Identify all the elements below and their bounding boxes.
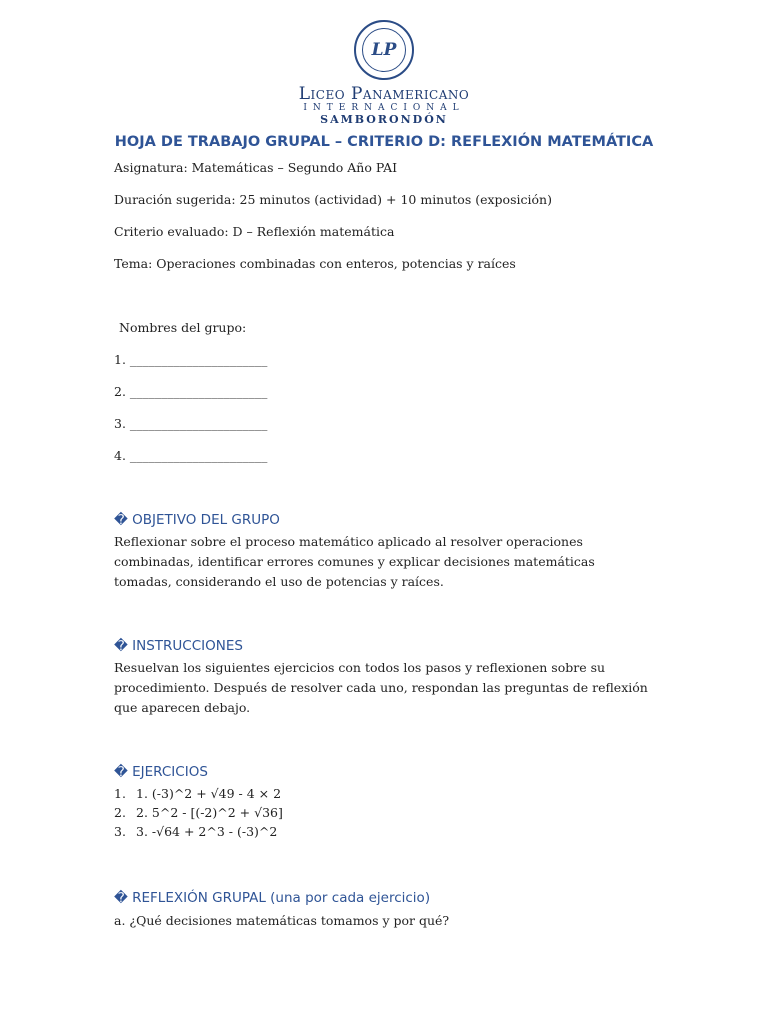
reflection-heading: � REFLEXIÓN GRUPAL (una por cada ejercicio) <box>114 890 431 906</box>
seal-monogram: LP <box>362 28 406 72</box>
objective-heading: � OBJETIVO DEL GRUPO <box>114 512 280 528</box>
exercise-text: 1. (-3)^2 + √49 - 4 × 2 <box>136 786 282 801</box>
criterion-line: Criterio evaluado: D – Reflexión matemática <box>114 224 395 239</box>
duration-line: Duración sugerida: 25 minutos (actividad) + 10 minutos (exposición) <box>114 192 552 207</box>
subject-line: Asignatura: Matemáticas – Segundo Año PAI <box>114 160 398 175</box>
exercise-text: 3. -√64 + 2^3 - (-3)^2 <box>136 824 278 839</box>
group-name-line-3[interactable]: 3. ______________________ <box>114 416 268 431</box>
seal-emblem <box>354 20 414 80</box>
reflection-question-a: a. ¿Qué decisiones matemáticas tomamos y por qué? <box>114 913 450 928</box>
instructions-heading: � INSTRUCCIONES <box>114 638 243 654</box>
group-name-line-4[interactable]: 4. ______________________ <box>114 448 268 463</box>
group-name-line-1[interactable]: 1. ______________________ <box>114 352 268 367</box>
exercise-number: 2. <box>114 805 126 820</box>
school-logo <box>0 20 768 126</box>
instructions-text: Resuelvan los siguientes ejercicios con todos los pasos y reflexionen sobre su procedimiento. Después de resolver cada uno, respondan las preguntas de reflexión que aparecen debajo. <box>114 660 648 715</box>
exercise-number: 3. <box>114 824 126 839</box>
school-subtitle: INTERNACIONAL <box>303 103 465 113</box>
exercise-text: 2. 5^2 - [(-2)^2 + √36] <box>136 805 283 820</box>
exercise-item-1 <box>114 786 281 801</box>
exercises-heading: � EJERCICIOS <box>114 764 208 780</box>
exercise-number: 1. <box>114 786 126 801</box>
group-name-line-2[interactable]: 2. ______________________ <box>114 384 268 399</box>
school-name: Liceo Panamericano <box>298 84 470 104</box>
topic-line: Tema: Operaciones combinadas con enteros, potencias y raíces <box>114 256 516 271</box>
objective-text: Reflexionar sobre el proceso matemático aplicado al resolver operaciones combinadas, identificar errores comunes y explicar decisiones matemáticas tomadas, considerando el uso de potencias y raíces. <box>114 534 595 589</box>
exercise-item-2 <box>114 805 283 820</box>
group-label: Nombres del grupo: <box>119 320 247 335</box>
school-city: SAMBORONDÓN <box>320 113 448 126</box>
page-title: HOJA DE TRABAJO GRUPAL – CRITERIO D: REFLEXIÓN MATEMÁTICA <box>114 134 654 150</box>
exercise-item-3 <box>114 824 277 839</box>
